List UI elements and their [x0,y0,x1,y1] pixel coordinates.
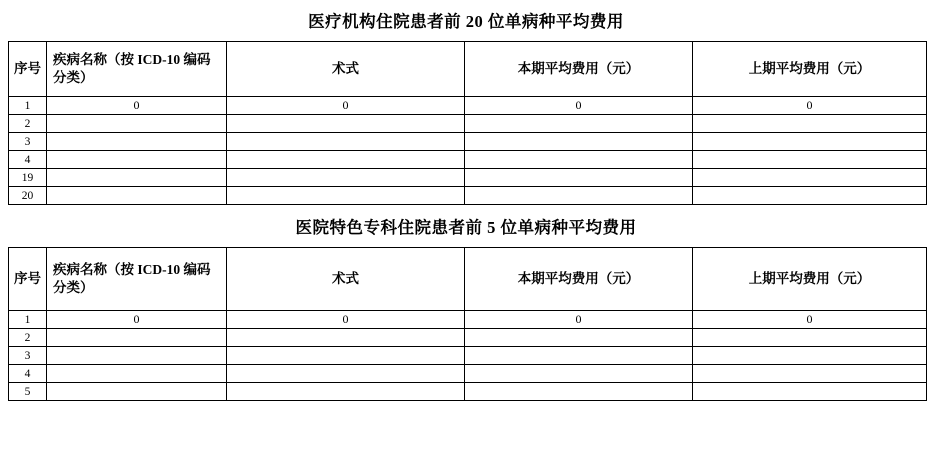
table-row [9,187,927,205]
cell-previous-average-cost[interactable] [693,329,927,347]
column-header-disease-name: 疾病名称（按 ICD-10 编码分类） [47,248,227,311]
cell-index: 4 [9,151,47,169]
column-header-disease-name: 疾病名称（按 ICD-10 编码分类） [47,42,227,97]
column-header-previous-average-cost: 上期平均费用（元） [693,248,927,311]
table-row [9,329,927,347]
column-header-current-average-cost: 本期平均费用（元） [465,42,693,97]
table-top-20-diseases [8,41,927,205]
cell-procedure[interactable] [227,347,465,365]
column-header-previous-average-cost: 上期平均费用（元） [693,42,927,97]
cell-current-average-cost[interactable] [465,383,693,401]
cell-disease-name[interactable] [47,187,227,205]
cell-index: 20 [9,187,47,205]
section-title-1: 医疗机构住院患者前 20 位单病种平均费用 [308,12,624,31]
table-row [9,311,927,329]
cell-current-average-cost[interactable] [465,169,693,187]
cell-index: 2 [9,115,47,133]
cell-disease-name[interactable] [47,169,227,187]
table-header-row [9,42,927,97]
cell-current-average-cost[interactable] [465,365,693,383]
cell-disease-name[interactable] [47,151,227,169]
cell-previous-average-cost[interactable] [693,347,927,365]
cell-previous-average-cost[interactable] [693,365,927,383]
column-header-current-average-cost: 本期平均费用（元） [465,248,693,311]
cell-disease-name[interactable] [47,365,227,383]
cell-current-average-cost[interactable]: 0 [465,311,693,329]
table-row [9,169,927,187]
cell-index: 5 [9,383,47,401]
cell-procedure[interactable]: 0 [227,97,465,115]
cell-index: 3 [9,133,47,151]
cell-current-average-cost[interactable] [465,115,693,133]
table-row [9,365,927,383]
cell-current-average-cost[interactable] [465,151,693,169]
cell-procedure[interactable] [227,365,465,383]
table-header-row [9,248,927,311]
cell-procedure[interactable] [227,151,465,169]
cell-current-average-cost[interactable] [465,329,693,347]
cell-procedure[interactable] [227,187,465,205]
column-header-index: 序号 [9,42,47,97]
cell-disease-name[interactable]: 0 [47,311,227,329]
column-header-procedure: 术式 [227,248,465,311]
table-row [9,115,927,133]
table-top-5-specialty-diseases [8,247,927,401]
cell-disease-name[interactable] [47,347,227,365]
cell-procedure[interactable] [227,169,465,187]
section-title-2: 医院特色专科住院患者前 5 位单病种平均费用 [295,218,637,237]
cell-current-average-cost[interactable] [465,133,693,151]
table-row [9,97,927,115]
cell-procedure[interactable]: 0 [227,311,465,329]
cell-procedure[interactable] [227,383,465,401]
cell-current-average-cost[interactable] [465,347,693,365]
cell-previous-average-cost[interactable] [693,133,927,151]
cell-disease-name[interactable] [47,383,227,401]
cell-disease-name[interactable] [47,115,227,133]
cell-procedure[interactable] [227,115,465,133]
cell-previous-average-cost[interactable]: 0 [693,311,927,329]
cell-disease-name[interactable] [47,133,227,151]
table-row [9,151,927,169]
cell-index: 2 [9,329,47,347]
cell-previous-average-cost[interactable] [693,187,927,205]
cell-previous-average-cost[interactable] [693,383,927,401]
cell-disease-name[interactable] [47,329,227,347]
column-header-index: 序号 [9,248,47,311]
cell-procedure[interactable] [227,133,465,151]
cell-previous-average-cost[interactable] [693,151,927,169]
cell-index: 3 [9,347,47,365]
cell-previous-average-cost[interactable] [693,115,927,133]
cell-previous-average-cost[interactable]: 0 [693,97,927,115]
cell-index: 19 [9,169,47,187]
cell-disease-name[interactable]: 0 [47,97,227,115]
cell-index: 1 [9,311,47,329]
cell-previous-average-cost[interactable] [693,169,927,187]
table-row [9,383,927,401]
cell-index: 1 [9,97,47,115]
cell-current-average-cost[interactable]: 0 [465,97,693,115]
cell-current-average-cost[interactable] [465,187,693,205]
table-row [9,133,927,151]
cell-procedure[interactable] [227,329,465,347]
cell-index: 4 [9,365,47,383]
table-row [9,347,927,365]
column-header-procedure: 术式 [227,42,465,97]
